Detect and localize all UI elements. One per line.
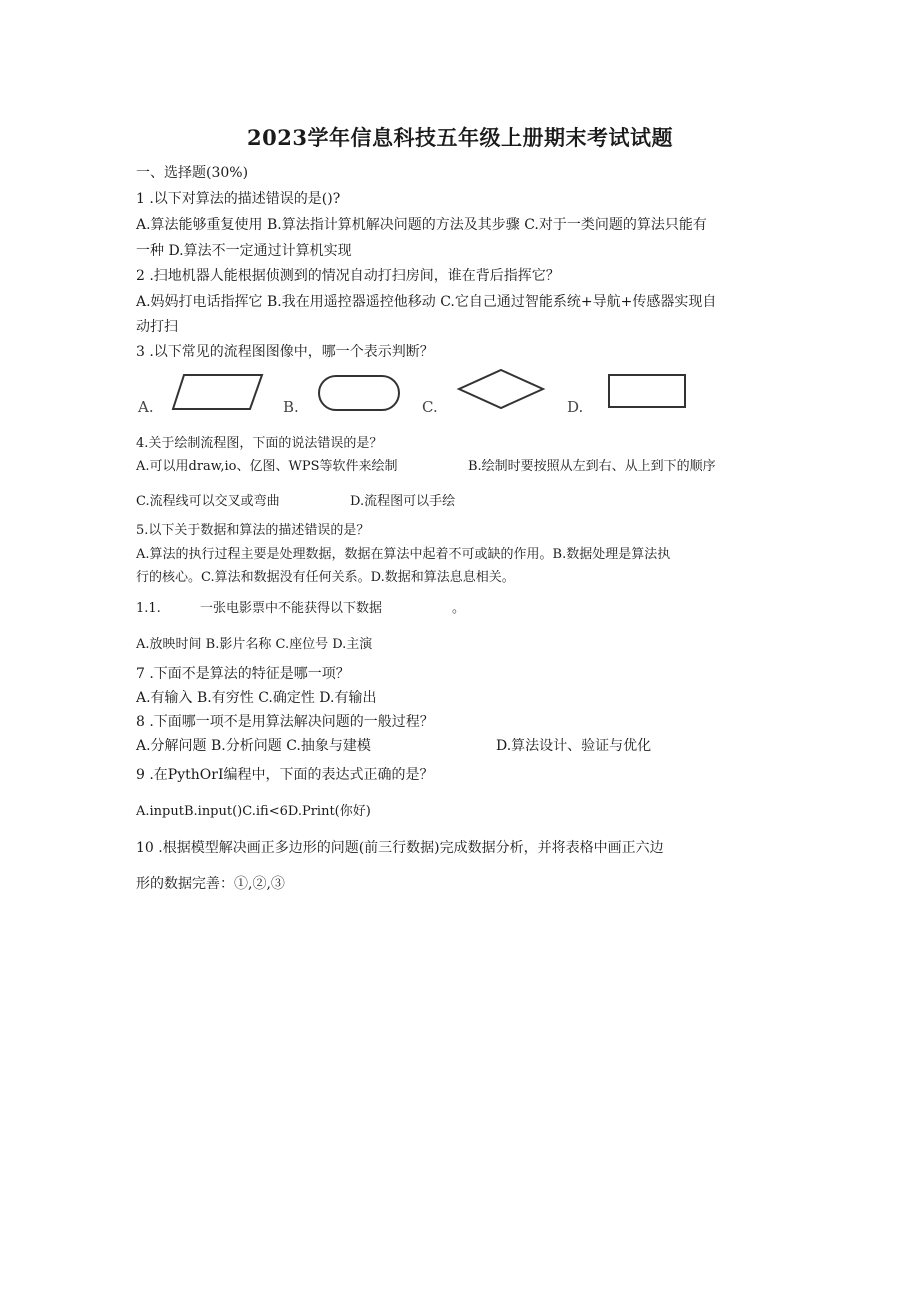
exam-title: 2023学年信息科技五年级上册期末考试试题 (247, 125, 673, 150)
q8-stem: 8 .下面哪一项不是用算法解决问题的一般过程？ (136, 714, 434, 730)
q4-option-d: D.流程图可以手绘 (350, 494, 456, 509)
q10-line1: 10 .根据模型解决画正多边形的问题(前三行数据)完成数据分析，并将表格中画正六边 (136, 840, 664, 856)
terminal-rounded-shape (317, 374, 401, 412)
q3-label-a: A. (138, 398, 154, 416)
q3-stem: 3 .以下常见的流程图图像中，哪一个表示判断？ (136, 344, 434, 360)
q9-stem: 9 .在PythOrI编程中，下面的表达式正确的是？ (136, 767, 434, 783)
q2-stem: 2 .扫地机器人能根据侦测到的情况自动打扫房间，谁在背后指挥它？ (136, 268, 560, 284)
q1-options-line1: A.算法能够重复使用 B.算法指计算机解决问题的方法及其步骤 C.对于一类问题的算法只能有 (136, 217, 707, 233)
q9-options: A.inputB.input()C.ifi<6D.Print(你好) (136, 804, 371, 819)
diamond-decision-shape (456, 367, 546, 411)
q6-options: A.放映时间 B.影片名称 C.座位号 D.主演 (136, 637, 373, 652)
q6-end: 。 (452, 601, 466, 616)
q4-option-b: B.绘制时要按照从左到右、从上到下的顺序 (468, 459, 716, 474)
q4-stem: 4.关于绘制流程图，下面的说法错误的是？ (136, 436, 383, 451)
q3-label-b: B. (283, 398, 299, 416)
section-heading: 一、选择题(30%) (136, 165, 249, 181)
q6-stem: 一张电影票中不能获得以下数据 (200, 601, 383, 616)
q8-option-d: D.算法设计、验证与优化 (496, 738, 652, 754)
q7-stem: 7 .下面不是算法的特征是哪一项？ (136, 666, 350, 682)
q2-options-line1: A.妈妈打电话指挥它 B.我在用遥控器遥控他移动 C.它自己通过智能系统+导航+传感器实现自 (136, 294, 717, 310)
q5-stem: 5.以下关于数据和算法的描述错误的是？ (136, 523, 370, 538)
q1-stem: 1 .以下对算法的描述错误的是()? (136, 191, 341, 207)
q5-options-line2: 行的核心。C.算法和数据没有任何关系。D.数据和算法息息相关。 (136, 570, 515, 585)
rectangle-process-shape (607, 373, 687, 409)
q5-options-line1: A.算法的执行过程主要是处理数据，数据在算法中起着不可或缺的作用。B.数据处理是算法执 (136, 547, 671, 562)
q1-options-line2: 一种 D.算法不一定通过计算机实现 (136, 243, 352, 259)
q10-line2: 形的数据完善：①,②,③ (136, 876, 285, 892)
q6-number: 1.1. (136, 601, 161, 616)
q8-options-abc: A.分解问题 B.分析问题 C.抽象与建模 (136, 738, 371, 754)
q3-label-c: C. (422, 398, 438, 416)
q7-options: A.有输入 B.有穷性 C.确定性 D.有输出 (136, 690, 377, 706)
parallelogram-shape (170, 372, 265, 412)
q2-options-line2: 动打扫 (136, 319, 178, 335)
q4-option-c: C.流程线可以交叉或弯曲 (136, 494, 280, 509)
q4-option-a: A.可以用draw,io、亿图、WPS等软件来绘制 (136, 459, 398, 474)
q3-label-d: D. (567, 398, 584, 416)
